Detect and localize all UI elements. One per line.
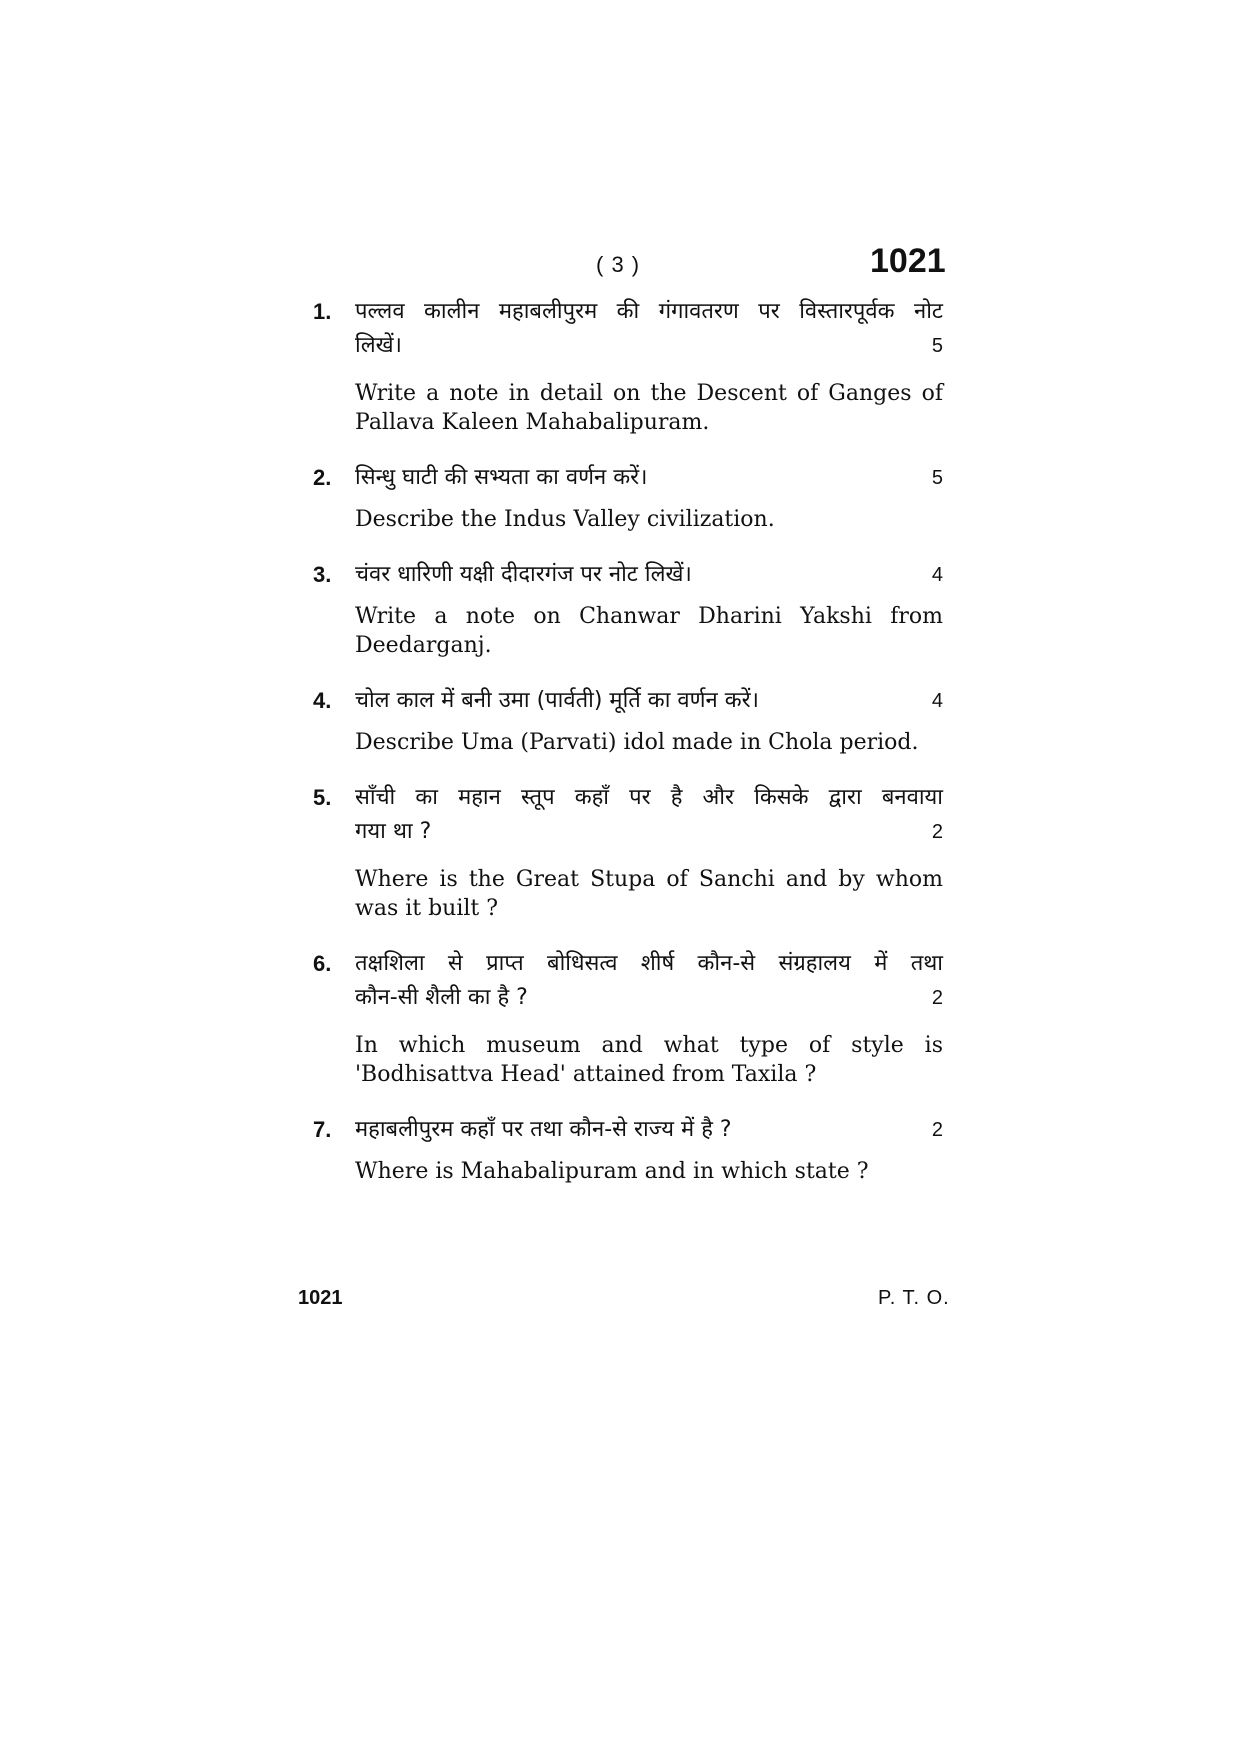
question-english: Describe Uma (Parvati) idol made in Chola period.	[355, 730, 919, 755]
question-number: 5.	[313, 785, 332, 810]
question-hindi-line: पल्लव कालीन महाबलीपुरम की गंगावतरण पर विस्तारपूर्वक नोट	[355, 299, 943, 324]
question-5	[313, 781, 943, 923]
question-hindi-line: कौन-सी शैली का है ?	[355, 985, 528, 1010]
paper-code-footer: 1021	[298, 1287, 343, 1309]
paper-code-header: 1021	[870, 242, 946, 280]
question-hindi-line: सिन्धु घाटी की सभ्यता का वर्णन करें।	[355, 465, 648, 490]
question-1	[313, 295, 943, 437]
question-number: 4.	[313, 688, 332, 713]
question-3	[313, 558, 943, 660]
question-marks: 5	[931, 335, 943, 357]
question-english: Where is the Great Stupa of Sanchi and by whom was it built ?	[355, 867, 943, 921]
question-6	[313, 947, 943, 1089]
question-marks: 4	[931, 564, 943, 586]
question-english: Write a note on Chanwar Dharini Yakshi from Deedarganj.	[355, 604, 943, 658]
question-marks: 2	[931, 1119, 943, 1141]
question-number: 6.	[313, 951, 332, 976]
question-list	[313, 295, 943, 1210]
question-4	[313, 684, 943, 757]
page-number: ( 3 )	[596, 252, 641, 277]
question-hindi-line: चंवर धारिणी यक्षी दीदारगंज पर नोट लिखें।	[355, 562, 692, 587]
question-hindi-line: गया था ?	[355, 819, 432, 844]
please-turn-over: P. T. O.	[878, 1287, 950, 1309]
question-hindi-line: महाबलीपुरम कहाँ पर तथा कौन-से राज्य में है ?	[355, 1117, 732, 1142]
question-marks: 5	[931, 467, 943, 489]
question-number: 1.	[313, 299, 332, 324]
question-marks: 2	[931, 821, 943, 843]
question-number: 3.	[313, 562, 332, 587]
question-english: Where is Mahabalipuram and in which state ?	[355, 1159, 869, 1184]
question-marks: 2	[931, 987, 943, 1009]
question-number: 7.	[313, 1117, 332, 1142]
question-hindi-line: तक्षशिला से प्राप्त बोधिसत्व शीर्ष कौन-से संग्रहालय में तथा	[355, 951, 943, 976]
question-english: Describe the Indus Valley civilization.	[355, 507, 775, 532]
question-english: In which museum and what type of style is 'Bodhisattva Head' attained from Taxila ?	[355, 1033, 943, 1087]
question-hindi-line: चोल काल में बनी उमा (पार्वती) मूर्ति का वर्णन करें।	[355, 688, 759, 713]
question-marks: 4	[931, 690, 943, 712]
question-7	[313, 1113, 943, 1186]
question-hindi-line: साँची का महान स्तूप कहाँ पर है और किसके द्वारा बनवाया	[355, 785, 943, 810]
question-number: 2.	[313, 465, 332, 490]
question-2	[313, 461, 943, 534]
question-hindi-line: लिखें।	[355, 333, 402, 358]
question-english: Write a note in detail on the Descent of Ganges of Pallava Kaleen Mahabalipuram.	[355, 381, 943, 435]
